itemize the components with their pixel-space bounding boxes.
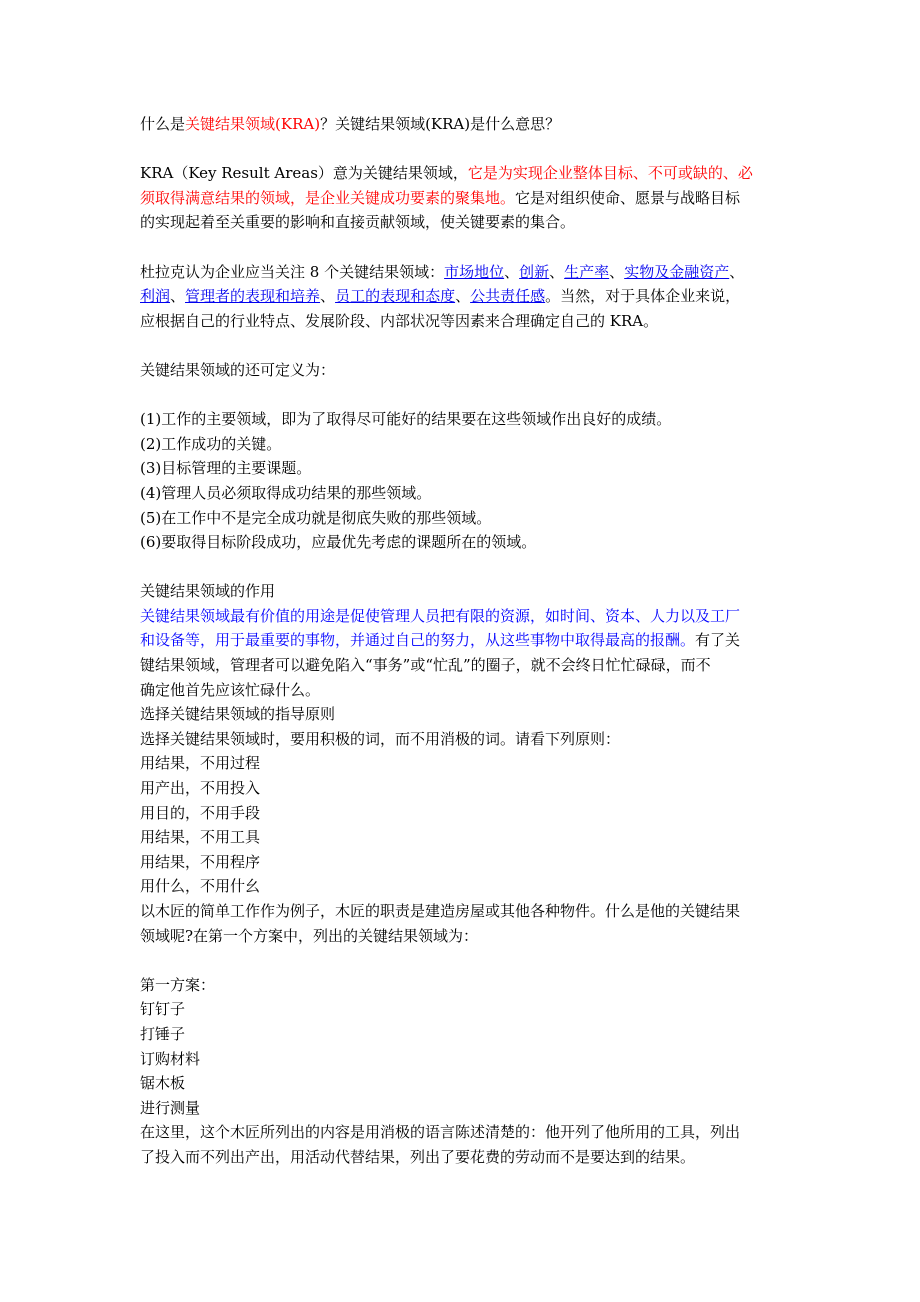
title-red-term: 关键结果领域(KRA) bbox=[185, 115, 321, 133]
definition-item: (1)工作的主要领域，即为了取得尽可能好的结果要在这些领域作出良好的成绩。 bbox=[140, 410, 672, 429]
principle-item: 用结果，不用工具 bbox=[140, 828, 261, 847]
link-manager-performance[interactable]: 管理者的表现和培养 bbox=[185, 287, 321, 306]
conclusion-line-2: 了投入而不列出产出，用活动代替结果，列出了要花费的劳动而不是要达到的结果。 bbox=[140, 1147, 696, 1166]
definition-black-2: 它是对组织使命、愿景与战略目标 bbox=[515, 188, 741, 207]
role-line-4: 确定他首先应该忙碌什么。 bbox=[140, 680, 321, 699]
link-public-responsibility[interactable]: 公共责任感 bbox=[470, 287, 546, 306]
role-line-3: 键结果领域，管理者可以避免陷入“事务”或“忙乱”的圈子，就不会终日忙忙碌碌，而不 bbox=[140, 656, 711, 675]
document-page bbox=[140, 112, 790, 1170]
principle-item: 用目的，不用手段 bbox=[140, 803, 261, 822]
definition-line-2 bbox=[140, 186, 790, 211]
drucker-intro: 杜拉克认为企业应当关注 8 个关键结果领域： bbox=[140, 262, 445, 281]
title-line bbox=[140, 112, 790, 137]
definitions-heading: 关键结果领域的还可定义为： bbox=[140, 360, 336, 379]
drucker-line-3: 应根据自己的行业特点、发展阶段、内部状况等因素来合理确定自己的 KRA。 bbox=[140, 311, 659, 330]
drucker-line-2: 利润、管理者的表现和培养、员工的表现和态度、公共责任感。当然，对于具体企业来说， bbox=[140, 287, 741, 306]
principle-item: 用产出，不用投入 bbox=[140, 779, 261, 798]
role-heading: 关键结果领域的作用 bbox=[140, 582, 276, 601]
role-line-2 bbox=[140, 628, 790, 653]
plan1-item: 进行测量 bbox=[140, 1098, 201, 1117]
definition-item: (3)目标管理的主要课题。 bbox=[140, 459, 312, 478]
title-suffix: ？关键结果领域(KRA)是什么意思？ bbox=[320, 115, 561, 133]
role-black-2: 有了关 bbox=[695, 631, 741, 650]
link-innovation[interactable]: 创新 bbox=[519, 262, 550, 281]
definition-item: (2)工作成功的关键。 bbox=[140, 434, 282, 453]
principle-item: 用什么，不用什幺 bbox=[140, 877, 261, 896]
link-market-position[interactable]: 市场地位 bbox=[444, 262, 505, 281]
definition-red-2: 须取得满意结果的领域，是企业关键成功要素的聚集地。 bbox=[140, 188, 516, 207]
title-prefix: 什么是 bbox=[140, 115, 186, 133]
definition-item: (4)管理人员必须取得成功结果的那些领域。 bbox=[140, 483, 432, 502]
definition-item: (6)要取得目标阶段成功，应最优先考虑的课题所在的领域。 bbox=[140, 533, 537, 552]
link-profit[interactable]: 利润 bbox=[140, 287, 171, 306]
carpenter-line-1: 以木匠的简单工作作为例子，木匠的职责是建造房屋或其他各种物件。什么是他的关键结果 bbox=[140, 902, 741, 920]
role-blue-2: 和设备等，用于最重要的事物，并通过自己的努力，从这些事物中取得最高的报酬。 bbox=[140, 631, 696, 650]
conclusion-line-1: 在这里，这个木匠所列出的内容是用消极的语言陈述清楚的：他开列了他所用的工具，列出 bbox=[140, 1123, 741, 1142]
plan1-item: 锯木板 bbox=[140, 1074, 186, 1093]
carpenter-line-2: 领域呢?在第一个方案中，列出的关键结果领域为： bbox=[140, 926, 479, 945]
definition-black-1: KRA（Key Result Areas）意为关键结果领域， bbox=[140, 164, 468, 183]
link-productivity[interactable]: 生产率 bbox=[564, 262, 610, 281]
principles-heading: 选择关键结果领域的指导原则 bbox=[140, 705, 336, 724]
link-physical-financial-assets[interactable]: 实物及金融资产 bbox=[624, 262, 730, 281]
definition-item: (5)在工作中不是完全成功就是彻底失败的那些领域。 bbox=[140, 508, 492, 527]
plan1-item: 钉钉子 bbox=[140, 1000, 186, 1019]
plan1-item: 订购材料 bbox=[140, 1049, 201, 1068]
principle-item: 用结果，不用程序 bbox=[140, 852, 261, 871]
definition-line-3: 的实现起着至关重要的影响和直接贡献领域，使关键要素的集合。 bbox=[140, 213, 576, 232]
principle-item: 用结果，不用过程 bbox=[140, 754, 261, 773]
definition-red-1: 它是为实现企业整体目标、不可或缺的、必 bbox=[467, 164, 753, 183]
plan1-item: 打锤子 bbox=[140, 1024, 186, 1043]
principles-intro: 选择关键结果领域时，要用积极的词，而不用消极的词。请看下列原则： bbox=[140, 729, 621, 748]
drucker-line-1: 杜拉克认为企业应当关注 8 个关键结果领域：市场地位、创新、生产率、实物及金融资产、 bbox=[140, 262, 745, 281]
role-line-1: 关键结果领域最有价值的用途是促使管理人员把有限的资源，如时间、资本、人力以及工厂 bbox=[140, 606, 741, 625]
definition-line-1 bbox=[140, 161, 790, 186]
drucker-after-links: 。当然，对于具体企业来说， bbox=[545, 287, 741, 306]
link-employee-performance[interactable]: 员工的表现和态度 bbox=[335, 287, 456, 306]
plan1-heading: 第一方案： bbox=[140, 975, 216, 994]
